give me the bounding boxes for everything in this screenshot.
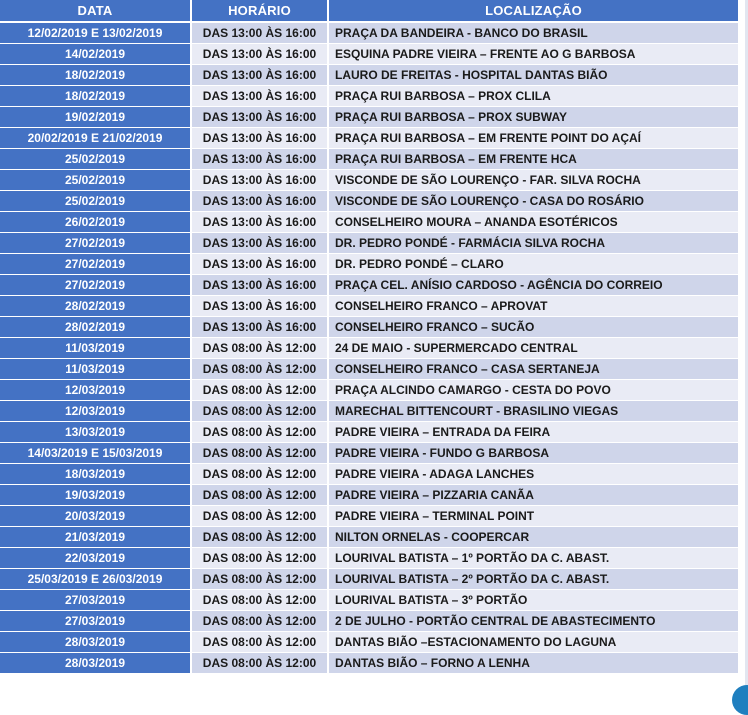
time-cell: DAS 08:00 ÀS 12:00 [192,506,329,527]
table-row [0,380,740,401]
location-cell: PADRE VIEIRA - FUNDO G BARBOSA [329,443,740,464]
table-row [0,464,740,485]
location-cell: CONSELHEIRO FRANCO – CASA SERTANEJA [329,359,740,380]
date-cell: 11/03/2019 [0,359,192,380]
time-cell: DAS 08:00 ÀS 12:00 [192,422,329,443]
column-header-location: LOCALIZAÇÃO [329,0,740,23]
date-cell: 20/03/2019 [0,506,192,527]
date-cell: 25/02/2019 [0,149,192,170]
time-cell: DAS 08:00 ÀS 12:00 [192,653,329,674]
time-cell: DAS 08:00 ÀS 12:00 [192,464,329,485]
date-cell: 28/03/2019 [0,632,192,653]
location-cell: PRAÇA RUI BARBOSA – EM FRENTE POINT DO AÇAÍ [329,128,740,149]
table-row [0,590,740,611]
time-cell: DAS 13:00 ÀS 16:00 [192,233,329,254]
table-row [0,128,740,149]
location-cell: DR. PEDRO PONDÉ – CLARO [329,254,740,275]
time-cell: DAS 08:00 ÀS 12:00 [192,611,329,632]
column-header-time: HORÁRIO [192,0,329,23]
time-cell: DAS 08:00 ÀS 12:00 [192,380,329,401]
date-cell: 27/02/2019 [0,233,192,254]
time-cell: DAS 08:00 ÀS 12:00 [192,401,329,422]
table-row [0,422,740,443]
date-cell: 26/02/2019 [0,212,192,233]
date-cell: 21/03/2019 [0,527,192,548]
table-row [0,338,740,359]
column-header-date: DATA [0,0,192,23]
time-cell: DAS 08:00 ÀS 12:00 [192,359,329,380]
location-cell: PADRE VIEIRA – TERMINAL POINT [329,506,740,527]
time-cell: DAS 13:00 ÀS 16:00 [192,191,329,212]
location-cell: PRAÇA RUI BARBOSA – EM FRENTE HCA [329,149,740,170]
table-row [0,632,740,653]
table-row [0,191,740,212]
table-row [0,443,740,464]
table-row [0,296,740,317]
table-row [0,233,740,254]
table-row [0,611,740,632]
time-cell: DAS 13:00 ÀS 16:00 [192,149,329,170]
table-row [0,254,740,275]
date-cell: 27/03/2019 [0,590,192,611]
location-cell: NILTON ORNELAS - COOPERCAR [329,527,740,548]
date-cell: 22/03/2019 [0,548,192,569]
time-cell: DAS 08:00 ÀS 12:00 [192,548,329,569]
time-cell: DAS 08:00 ÀS 12:00 [192,569,329,590]
location-cell: PRAÇA RUI BARBOSA – PROX CLILA [329,86,740,107]
table-row [0,212,740,233]
header-row [0,0,740,23]
table-row [0,359,740,380]
table-row [0,548,740,569]
date-cell: 14/03/2019 E 15/03/2019 [0,443,192,464]
date-cell: 12/03/2019 [0,401,192,422]
table-row [0,170,740,191]
location-cell: LOURIVAL BATISTA – 3º PORTÃO [329,590,740,611]
location-cell: PRAÇA ALCINDO CAMARGO - CESTA DO POVO [329,380,740,401]
time-cell: DAS 13:00 ÀS 16:00 [192,317,329,338]
location-cell: VISCONDE DE SÃO LOURENÇO - FAR. SILVA ROCHA [329,170,740,191]
location-cell: CONSELHEIRO FRANCO – SUCÃO [329,317,740,338]
table-row [0,275,740,296]
table-row [0,107,740,128]
date-cell: 28/02/2019 [0,317,192,338]
time-cell: DAS 08:00 ÀS 12:00 [192,443,329,464]
location-cell: MARECHAL BITTENCOURT - BRASILINO VIEGAS [329,401,740,422]
time-cell: DAS 13:00 ÀS 16:00 [192,170,329,191]
location-cell: CONSELHEIRO MOURA – ANANDA ESOTÉRICOS [329,212,740,233]
time-cell: DAS 08:00 ÀS 12:00 [192,485,329,506]
table-row [0,506,740,527]
date-cell: 11/03/2019 [0,338,192,359]
date-cell: 25/02/2019 [0,170,192,191]
date-cell: 18/02/2019 [0,65,192,86]
location-cell: PADRE VIEIRA - ADAGA LANCHES [329,464,740,485]
location-cell: DR. PEDRO PONDÉ - FARMÁCIA SILVA ROCHA [329,233,740,254]
time-cell: DAS 08:00 ÀS 12:00 [192,590,329,611]
location-cell: VISCONDE DE SÃO LOURENÇO - CASA DO ROSÁRIO [329,191,740,212]
location-cell: 2 DE JULHO - PORTÃO CENTRAL DE ABASTECIMENTO [329,611,740,632]
time-cell: DAS 13:00 ÀS 16:00 [192,296,329,317]
corner-circle-decoration [732,685,748,715]
date-cell: 18/02/2019 [0,86,192,107]
location-cell: PADRE VIEIRA – ENTRADA DA FEIRA [329,422,740,443]
table-row [0,527,740,548]
table-row [0,317,740,338]
location-cell: PRAÇA RUI BARBOSA – PROX SUBWAY [329,107,740,128]
table-row [0,44,740,65]
time-cell: DAS 13:00 ÀS 16:00 [192,275,329,296]
time-cell: DAS 13:00 ÀS 16:00 [192,212,329,233]
date-cell: 25/02/2019 [0,191,192,212]
location-cell: PADRE VIEIRA – PIZZARIA CANÃA [329,485,740,506]
table-row [0,401,740,422]
table-row [0,569,740,590]
table-row [0,653,740,674]
location-cell: DANTAS BIÃO –ESTACIONAMENTO DO LAGUNA [329,632,740,653]
date-cell: 20/02/2019 E 21/02/2019 [0,128,192,149]
date-cell: 27/02/2019 [0,254,192,275]
date-cell: 25/03/2019 E 26/03/2019 [0,569,192,590]
date-cell: 14/02/2019 [0,44,192,65]
time-cell: DAS 13:00 ÀS 16:00 [192,86,329,107]
date-cell: 18/03/2019 [0,464,192,485]
location-cell: LOURIVAL BATISTA – 1º PORTÃO DA C. ABAST. [329,548,740,569]
date-cell: 27/03/2019 [0,611,192,632]
time-cell: DAS 13:00 ÀS 16:00 [192,254,329,275]
time-cell: DAS 08:00 ÀS 12:00 [192,632,329,653]
time-cell: DAS 08:00 ÀS 12:00 [192,527,329,548]
table-row [0,86,740,107]
location-cell: ESQUINA PADRE VIEIRA – FRENTE AO G BARBOSA [329,44,740,65]
date-cell: 27/02/2019 [0,275,192,296]
date-cell: 28/03/2019 [0,653,192,674]
location-cell: DANTAS BIÃO – FORNO A LENHA [329,653,740,674]
location-cell: LOURIVAL BATISTA – 2º PORTÃO DA C. ABAST. [329,569,740,590]
location-cell: CONSELHEIRO FRANCO – APROVAT [329,296,740,317]
table-header [0,0,740,23]
table-body [0,23,740,674]
time-cell: DAS 08:00 ÀS 12:00 [192,338,329,359]
time-cell: DAS 13:00 ÀS 16:00 [192,128,329,149]
location-cell: LAURO DE FREITAS - HOSPITAL DANTAS BIÃO [329,65,740,86]
time-cell: DAS 13:00 ÀS 16:00 [192,107,329,128]
table-row [0,485,740,506]
table-row [0,65,740,86]
table-row [0,149,740,170]
location-cell: PRAÇA CEL. ANÍSIO CARDOSO - AGÊNCIA DO CORREIO [329,275,740,296]
date-cell: 19/02/2019 [0,107,192,128]
location-cell: 24 DE MAIO - SUPERMERCADO CENTRAL [329,338,740,359]
time-cell: DAS 13:00 ÀS 16:00 [192,44,329,65]
location-cell: PRAÇA DA BANDEIRA - BANCO DO BRASIL [329,23,740,44]
table-row [0,23,740,44]
date-cell: 19/03/2019 [0,485,192,506]
date-cell: 12/02/2019 E 13/02/2019 [0,23,192,44]
date-cell: 13/03/2019 [0,422,192,443]
time-cell: DAS 13:00 ÀS 16:00 [192,23,329,44]
date-cell: 12/03/2019 [0,380,192,401]
date-cell: 28/02/2019 [0,296,192,317]
time-cell: DAS 13:00 ÀS 16:00 [192,65,329,86]
